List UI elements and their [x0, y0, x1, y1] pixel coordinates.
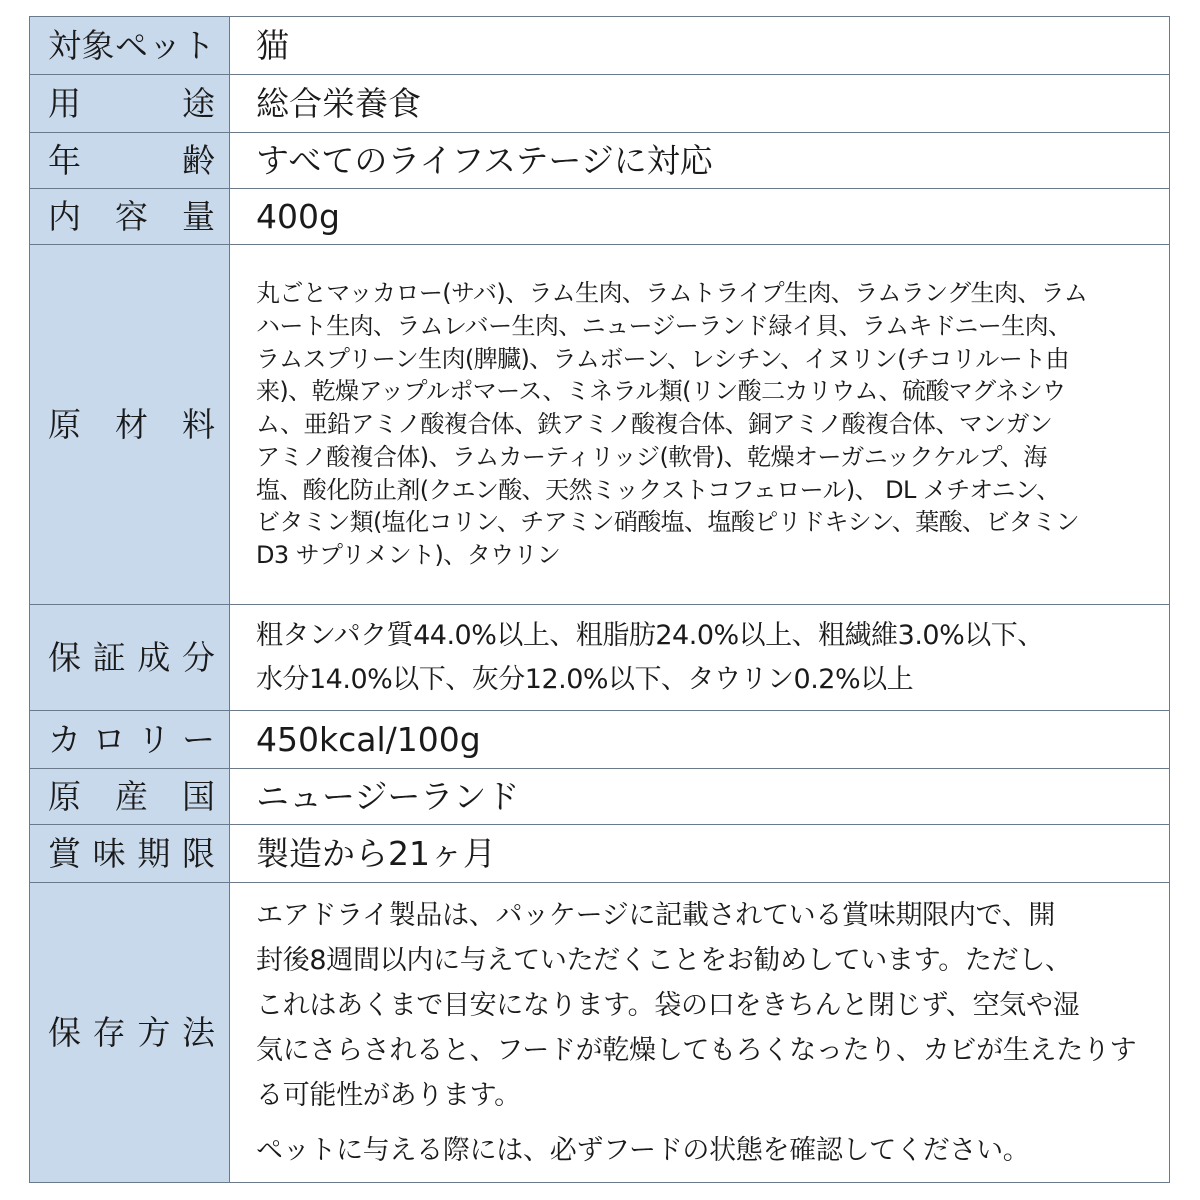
- storage-note: ペットに与える際には、必ずフードの状態を確認してください。: [256, 1134, 1030, 1166]
- best-before-value: 製造から21ヶ月: [230, 825, 1170, 883]
- row-target-pet: [30, 17, 1170, 75]
- ingredients-line: ム、亜鉛アミノ酸複合体、鉄アミノ酸複合体、銅アミノ酸複合体、マンガン: [256, 410, 1053, 439]
- ingredients-label: 原材料: [30, 245, 230, 605]
- ingredients-line: 丸ごとマッカロー(サバ)、ラム生肉、ラムトライプ生肉、ラムラング生肉、ラム: [256, 278, 1088, 307]
- usage-value: 総合栄養食: [230, 75, 1170, 133]
- ingredients-value: [230, 245, 1170, 605]
- origin-label: 原産国: [30, 769, 230, 825]
- guaranteed-line: 粗タンパク質44.0%以上、粗脂肪24.0%以上、粗繊維3.0%以下、: [256, 619, 1044, 651]
- usage-label: 用途: [30, 75, 230, 133]
- best-before-label: 賞味期限: [30, 825, 230, 883]
- row-best-before: [30, 825, 1170, 883]
- storage-line: る可能性があります。: [256, 1079, 521, 1111]
- guaranteed-label: 保証成分: [30, 605, 230, 711]
- target-pet-label: 対象ペット: [30, 17, 230, 75]
- storage-line: 気にさらされると、フードが乾燥してもろくなったり、カビが生えたりす: [256, 1034, 1137, 1066]
- ingredients-line: ラムスプリーン生肉(脾臓)、ラムボーン、レシチン、イヌリン(チコリルート由: [256, 344, 1069, 373]
- row-ingredients: [30, 245, 1170, 605]
- ingredients-line: ハート生肉、ラムレバー生肉、ニュージーランド緑イ貝、ラムキドニー生肉、: [256, 311, 1072, 340]
- row-usage: [30, 75, 1170, 133]
- storage-label: 保存方法: [30, 883, 230, 1183]
- ingredients-line: アミノ酸複合体)、ラムカーティリッジ(軟骨)、乾燥オーガニックケルプ、海: [256, 442, 1047, 471]
- row-guaranteed-analysis: [30, 605, 1170, 711]
- ingredients-line: 塩、酸化防止剤(クエン酸、天然ミックストコフェロール)、 DL メチオニン、: [256, 475, 1060, 504]
- row-origin: [30, 769, 1170, 825]
- age-value: すべてのライフステージに対応: [230, 133, 1170, 189]
- product-spec-table: [29, 16, 1170, 1183]
- storage-line: エアドライ製品は、パッケージに記載されている賞味期限内で、開: [256, 899, 1056, 931]
- row-content: [30, 189, 1170, 245]
- origin-value: ニュージーランド: [230, 769, 1170, 825]
- content-label: 内容量: [30, 189, 230, 245]
- storage-line: これはあくまで目安になります。袋の口をきちんと閉じず、空気や湿: [256, 989, 1080, 1021]
- row-age: [30, 133, 1170, 189]
- row-storage: [30, 883, 1170, 1183]
- storage-value: [230, 883, 1170, 1183]
- guaranteed-line: 水分14.0%以下、灰分12.0%以下、タウリン0.2%以上: [256, 663, 914, 695]
- ingredients-line: ビタミン類(塩化コリン、チアミン硝酸塩、塩酸ピリドキシン、葉酸、ビタミン: [256, 508, 1080, 537]
- content-value: 400g: [230, 189, 1170, 245]
- ingredients-line: 来)、乾燥アップルポマース、ミネラル類(リン酸二カリウム、硫酸マグネシウ: [256, 377, 1066, 406]
- ingredients-line: D3 サプリメント)、タウリン: [256, 541, 561, 570]
- age-label: 年齢: [30, 133, 230, 189]
- row-calorie: [30, 711, 1170, 769]
- calorie-label: カロリー: [30, 711, 230, 769]
- target-pet-value: 猫: [230, 17, 1170, 75]
- calorie-value: 450kcal/100g: [230, 711, 1170, 769]
- guaranteed-value: [230, 605, 1170, 711]
- storage-line: 封後8週間以内に与えていただくことをお勧めしています。ただし、: [256, 944, 1072, 976]
